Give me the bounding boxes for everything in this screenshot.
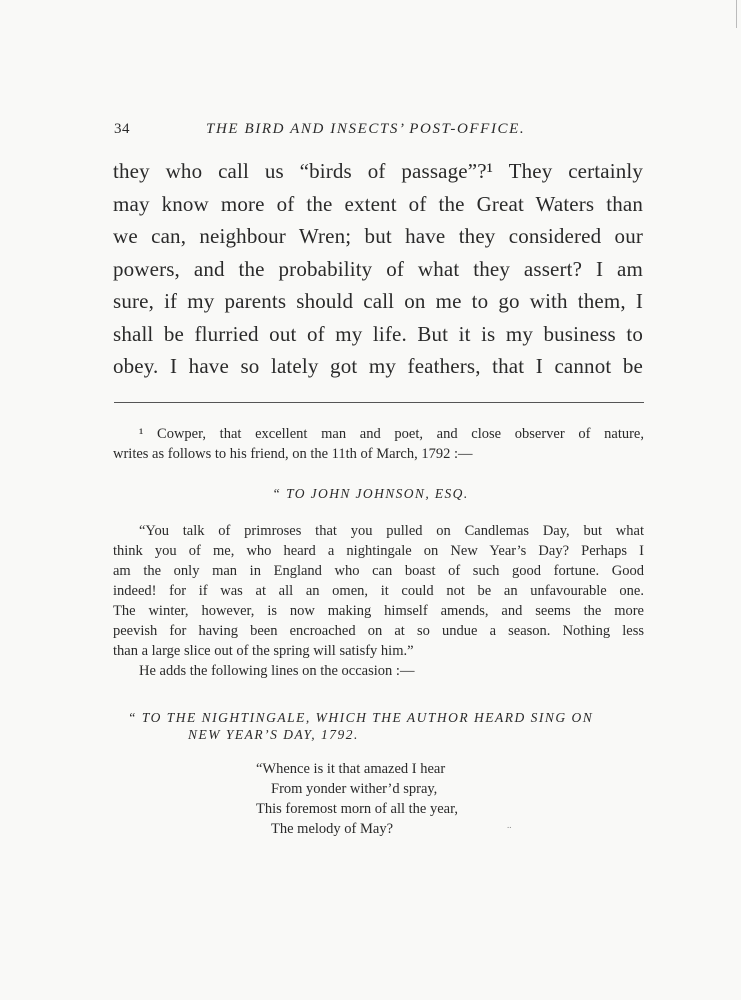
running-head — [114, 121, 645, 143]
poem-verse: “Whence is it that amazed I hear — [256, 761, 446, 777]
body-line: may know more of the extent of the Great Waters than — [113, 191, 643, 216]
page-edge-mark — [736, 0, 737, 28]
footnote-line: ¹ Cowper, that excellent man and poet, and close observer of nature, — [139, 426, 644, 442]
letter-line: am the only man in England who can boast of such good fortune. Good — [113, 563, 644, 579]
body-line: powers, and the probability of what they assert? I am — [113, 256, 643, 281]
body-line: we can, neighbour Wren; but have they considered our — [113, 224, 643, 248]
running-title: THE BIRD AND INSECTS’ POST-OFFICE. — [206, 121, 526, 137]
body-line: shall be flurried out of my life. But it is my business to — [113, 321, 643, 346]
body-line: they who call us “birds of passage”?¹ They certainly — [113, 159, 643, 183]
letter-heading: “ TO JOHN JOHNSON, ESQ. — [272, 486, 469, 501]
letter-line: The winter, however, is now making himself amends, and seems the more — [113, 603, 644, 619]
poem-verse: The melody of May? — [271, 821, 394, 837]
poem-heading — [128, 709, 648, 743]
letter-line: “You talk of primroses that you pulled on Candlemas Day, but what — [139, 523, 644, 539]
footnote-rule — [114, 402, 644, 403]
letter-line: peevish for having been encroached on at so undue a season. Nothing less — [113, 623, 644, 639]
letter-line: than a large slice out of the spring will satisfy him.” — [113, 643, 414, 659]
letter-line: indeed! for if was at all an omen, it could not be an unfavourable one. — [113, 583, 644, 599]
poem-heading-line: NEW YEAR’S DAY, 1792. — [188, 727, 359, 742]
letter-line: think you of me, who heard a nightingale on New Year’s Day? Perhaps I — [113, 543, 644, 559]
page-number: 34 — [114, 121, 130, 137]
letter-after-line: He adds the following lines on the occasion :— — [139, 663, 415, 679]
print-speck: .. — [507, 820, 512, 830]
body-text — [113, 155, 643, 383]
letter-text — [113, 521, 644, 681]
poem-heading-line: “ TO THE NIGHTINGALE, WHICH THE AUTHOR HEARD SING ON — [128, 710, 594, 725]
poem — [256, 759, 458, 839]
poem-verse: This foremost morn of all the year, — [256, 801, 458, 817]
footnote-line: writes as follows to his friend, on the 11th of March, 1792 :— — [113, 446, 473, 462]
body-line: obey. I have so lately got my feathers, that I cannot be — [113, 354, 643, 378]
poem-verse: From yonder wither’d spray, — [271, 781, 438, 797]
footnote — [113, 424, 644, 464]
body-line: sure, if my parents should call on me to go with them, I — [113, 289, 643, 313]
